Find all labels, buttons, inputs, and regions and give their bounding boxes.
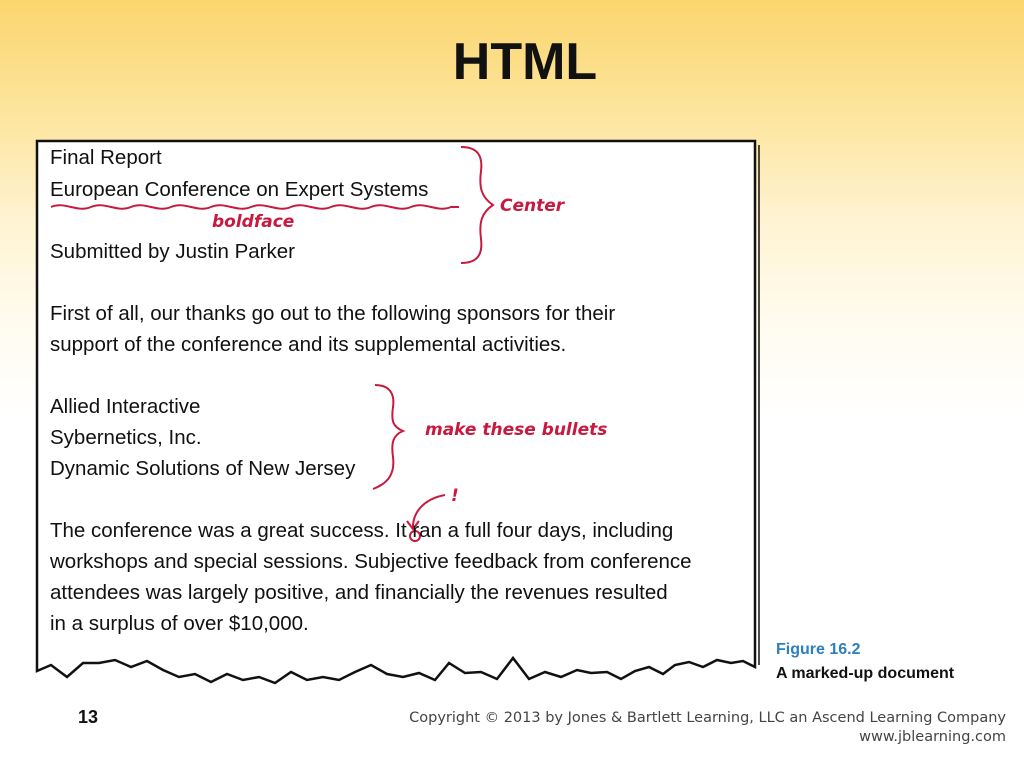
figure-number: Figure 16.2	[776, 641, 861, 658]
slide-number: 13	[78, 707, 99, 727]
doc-line-summary-3: attendees was largely positive, and financially the revenues resulted	[50, 581, 668, 604]
note-boldface: boldface	[212, 212, 295, 232]
doc-line-sponsor-2: Sybernetics, Inc.	[50, 426, 202, 449]
doc-line-sponsors-intro-2: support of the conference and its supplemental activities.	[50, 333, 567, 356]
copyright-footer	[409, 709, 1006, 747]
doc-line-sponsor-1: Allied Interactive	[50, 395, 201, 418]
doc-line-summary-1: The conference was a great success. It ran a full four days, including	[50, 519, 674, 542]
doc-line-sponsors-intro-1: First of all, our thanks go out to the following sponsors for their	[50, 302, 616, 325]
doc-line-summary-2: workshops and special sessions. Subjective feedback from conference	[50, 550, 692, 573]
slide-title: HTML	[452, 33, 598, 91]
doc-line-author: Submitted by Justin Parker	[50, 240, 295, 263]
note-exclamation: !	[451, 486, 459, 506]
note-make-bullets: make these bullets	[425, 420, 608, 440]
copyright-text: Copyright © 2013 by Jones & Bartlett Learning, LLC an Ascend Learning Company	[409, 710, 1006, 726]
doc-line-conference-name: European Conference on Expert Systems	[50, 178, 429, 201]
note-center: Center	[500, 196, 565, 216]
doc-line-summary-4: in a surplus of over $10,000.	[50, 612, 309, 635]
website-link[interactable]: www.jblearning.com	[859, 729, 1006, 745]
doc-line-sponsor-3: Dynamic Solutions of New Jersey	[50, 457, 356, 480]
figure-caption: A marked-up document	[776, 665, 955, 682]
doc-line-report-title: Final Report	[50, 146, 162, 169]
